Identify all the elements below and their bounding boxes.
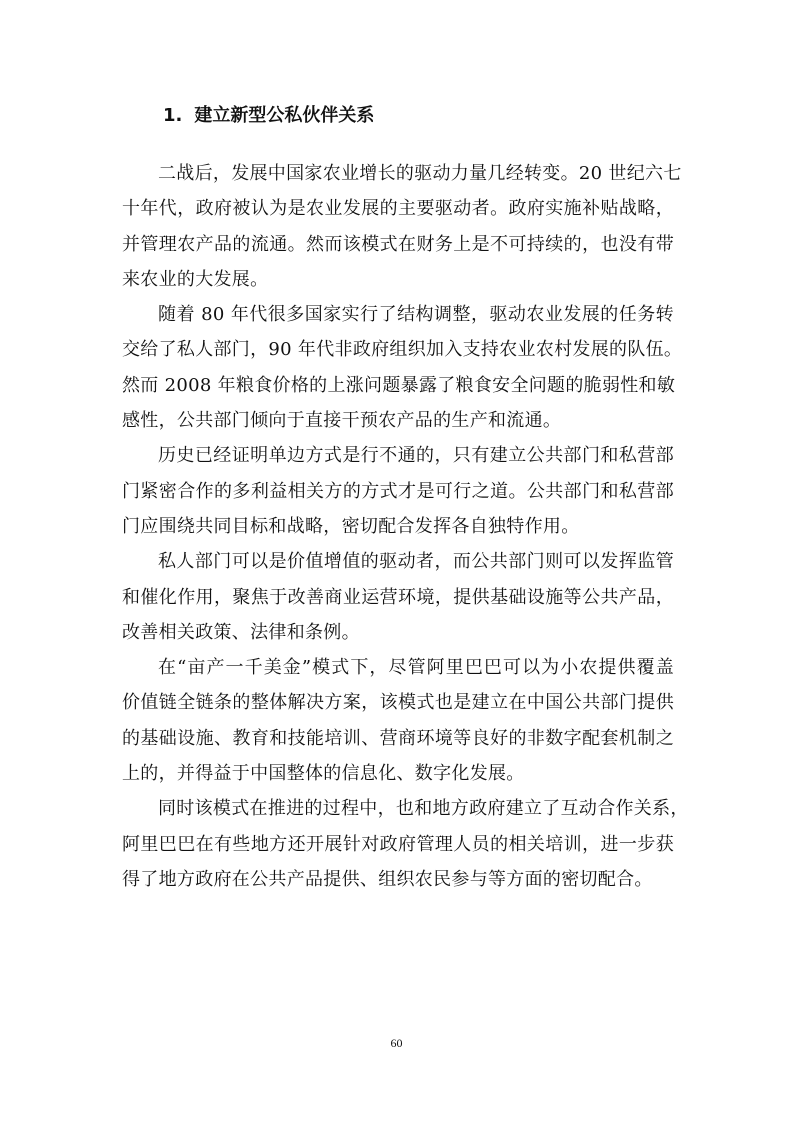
paragraph-3-line-2: 门紧密合作的多利益相关方的方式才是可行之道。公共部门和私营部: [122, 480, 674, 502]
section-number: 1.: [163, 105, 183, 126]
paragraph-5-line-3: 的基础设施、教育和技能培训、营商环境等良好的非数字配套机制之: [122, 727, 674, 749]
paragraph-4-line-1: 私人部门可以是价值增值的驱动者，而公共部门则可以发挥监管: [158, 551, 674, 573]
paragraph-5-line-2: 价值链全链条的整体解决方案，该模式也是建立在中国公共部门提供: [122, 692, 674, 714]
paragraph-1-line-1: 二战后，发展中国家农业增长的驱动力量几经转变。20 世纪六七: [158, 163, 682, 184]
paragraph-2-line-3: 然而 2008 年粮食价格的上涨问题暴露了粮食安全问题的脆弱性和敏: [122, 374, 676, 396]
body-text: [122, 156, 689, 897]
paragraph-3-line-1: 历史已经证明单边方式是行不通的，只有建立公共部门和私营部: [158, 445, 674, 467]
section-title: 建立新型公私伙伴关系: [194, 105, 375, 126]
paragraph-4-line-2: 和催化作用，聚焦于改善商业运营环境，提供基础设施等公共产品，: [122, 586, 674, 608]
paragraph-4-line-3: 改善相关政策、法律和条例。: [122, 621, 360, 643]
paragraph-1-line-4: 来农业的大发展。: [122, 268, 269, 290]
page-number: 60: [390, 1036, 403, 1050]
paragraph-1-line-3: 并管理农产品的流通。然而该模式在财务上是不可持续的，也没有带: [122, 233, 674, 255]
paragraph-1-line-2: 十年代，政府被认为是农业发展的主要驱动者。政府实施补贴战略，: [122, 198, 674, 220]
paragraph-2-line-2: 交给了私人部门，90 年代非政府组织加入支持农业农村发展的队伍。: [122, 339, 683, 361]
paragraph-5-line-4: 上的，并得益于中国整体的信息化、数字化发展。: [122, 763, 525, 785]
paragraph-6-line-1: 同时该模式在推进的过程中，也和地方政府建立了互动合作关系，: [158, 798, 689, 820]
paragraph-6-line-3: 得了地方政府在公共产品提供、组织农民参与等方面的密切配合。: [122, 868, 653, 890]
paragraph-3-line-3: 门应围绕共同目标和战略，密切配合发挥各自独特作用。: [122, 515, 580, 537]
paragraph-6-line-2: 阿里巴巴在有些地方还开展针对政府管理人员的相关培训，进一步获: [122, 833, 674, 855]
paragraph-2-line-1: 随着 80 年代很多国家实行了结构调整，驱动农业发展的任务转: [158, 304, 674, 326]
section-heading: [163, 102, 374, 130]
paragraph-5-line-1: 在“亩产一千美金”模式下，尽管阿里巴巴可以为小农提供覆盖: [158, 657, 674, 679]
paragraph-2-line-4: 感性，公共部门倾向于直接干预农产品的生产和流通。: [122, 410, 562, 432]
